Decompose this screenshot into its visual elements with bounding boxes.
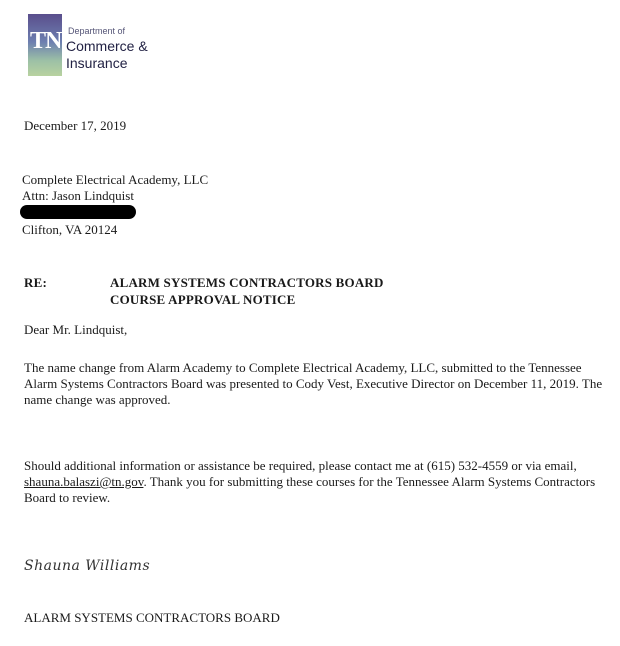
salutation: Dear Mr. Lindquist, (24, 322, 128, 337)
re-subject-line2: COURSE APPROVAL NOTICE (110, 292, 296, 307)
closing-organization: ALARM SYSTEMS CONTRACTORS BOARD (24, 610, 280, 625)
logo-dept-line2: Commerce & (66, 38, 148, 54)
paragraph-2-text-end: . Thank you for submitting these courses for the Tennessee Alarm Systems Contractors Board to review. (24, 474, 596, 505)
logo-dept-line1: Department of (68, 26, 126, 36)
logo-dept-line3: Insurance (66, 55, 128, 71)
signature: Shauna Williams (24, 558, 151, 574)
logo-badge (28, 14, 62, 76)
logo-badge-text: TN (30, 28, 62, 54)
re-subject-line1: ALARM SYSTEMS CONTRACTORS BOARD (110, 275, 384, 290)
letter-date: December 17, 2019 (24, 118, 127, 133)
redacted-address-bar (20, 205, 136, 219)
tn-commerce-insurance-logo (28, 14, 168, 82)
recipient-company: Complete Electrical Academy, LLC (22, 172, 209, 187)
recipient-city: Clifton, VA 20124 (22, 222, 118, 237)
recipient-attn: Attn: Jason Lindquist (22, 188, 134, 203)
body-paragraph-2 (24, 458, 614, 506)
email-link[interactable]: shauna.balaszi@tn.gov (24, 474, 144, 489)
paragraph-2-text-start: Should additional information or assistance be required, please contact me at (615) 532-4559 or via email, (24, 458, 577, 473)
re-label: RE: (24, 275, 47, 290)
logo-dept-name (66, 38, 148, 72)
body-paragraph-1: The name change from Alarm Academy to Complete Electrical Academy, LLC, submitted to the Tennessee Alarm Systems Contractors Board was presented to Cody Vest, Executive Director on December 11, 2019. The name change was approved. (24, 360, 603, 407)
